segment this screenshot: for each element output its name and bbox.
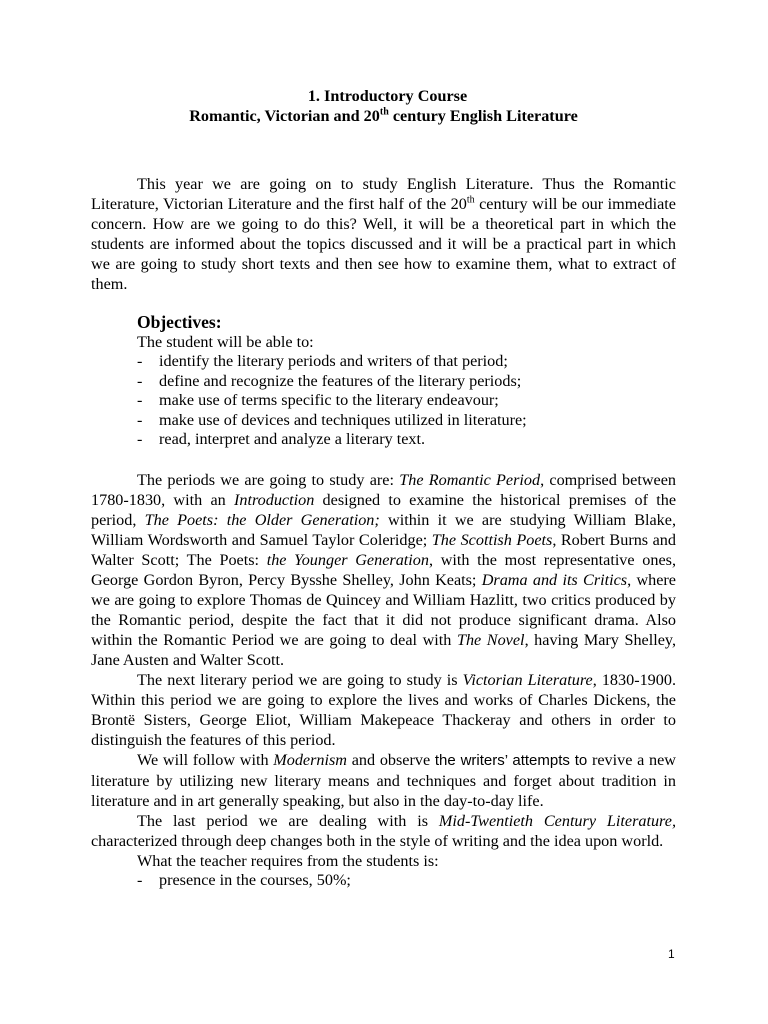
midcentury-paragraph: The last period we are dealing with is Mid-Twentieth Century Literature, characterized through deep changes both in the style of writing and the idea upon world. (91, 811, 676, 850)
list-item: - presence in the courses, 50%; (137, 870, 351, 889)
list-item: - define and recognize the features of the literary periods; (137, 371, 522, 390)
requirements-lead: What the teacher requires from the students is: (137, 851, 439, 870)
title-line-2: Romantic, Victorian and 20th century English Literature (189, 106, 578, 125)
page-number: 1 (668, 947, 675, 961)
document-page (91, 86, 676, 890)
list-item: - read, interpret and analyze a literary text. (137, 430, 426, 448)
title-line-1: 1. Introductory Course (307, 87, 468, 105)
modernism-paragraph: We will follow with Modernism and observe the writers’ attempts to revive a new literature by utilizing new literary means and techniques and forget about tradition in literature and in art generally speaking, but also in the day-to-day life. (91, 750, 676, 810)
intro-paragraph: This year we are going on to study English Literature. Thus the Romantic Literature, Victorian Literature and the first half of the 20th century will be our immediate concern. How are we going to do this? Well, it will be a theoretical part in which the students are informed about the topics discussed and it will be a practical part in which we are going to study short texts and then see how to examine them, what to extract of them. (91, 175, 676, 293)
objectives-list (137, 352, 676, 450)
document-title (91, 86, 676, 126)
victorian-paragraph: The next literary period we are going to study is Victorian Literature, 1830-1900. Within this period we are going to explore the lives and works of Charles Dickens, the Brontë Sisters, George Eliot, William Makepeace Thackeray and others in order to distinguish the features of this period. (91, 670, 677, 749)
list-item: - make use of devices and techniques utilized in literature; (137, 410, 527, 429)
list-item: - make use of terms specific to the literary endeavour; (137, 391, 499, 409)
objectives-lead: The student will be able to: (137, 333, 314, 351)
requirements-list (137, 871, 676, 891)
list-item: - identify the literary periods and writers of that period; (137, 352, 508, 370)
objectives-heading: Objectives: (137, 312, 222, 332)
periods-paragraph: The periods we are going to study are: The Romantic Period, comprised between 1780-1830, with an Introduction designed to examine the historical premises of the period, The Poets: the Older Generation; within it we are studying William Blake, William Wordsworth and Samuel Taylor Coleridge; The Scottish Poets, Robert Burns and Walter Scott; The Poets: the Younger Generation, with the most representative ones, George Gordon Byron, Percy Bysshe Shelley, John Keats; Drama and its Critics, where we are going to explore Thomas de Quincey and William Hazlitt, two critics produced by the Romantic period, despite the fact that it did not produce significant drama. Also within the Romantic Period we are going to deal with The Novel, having Mary Shelley, Jane Austen and Walter Scott. (91, 470, 677, 669)
